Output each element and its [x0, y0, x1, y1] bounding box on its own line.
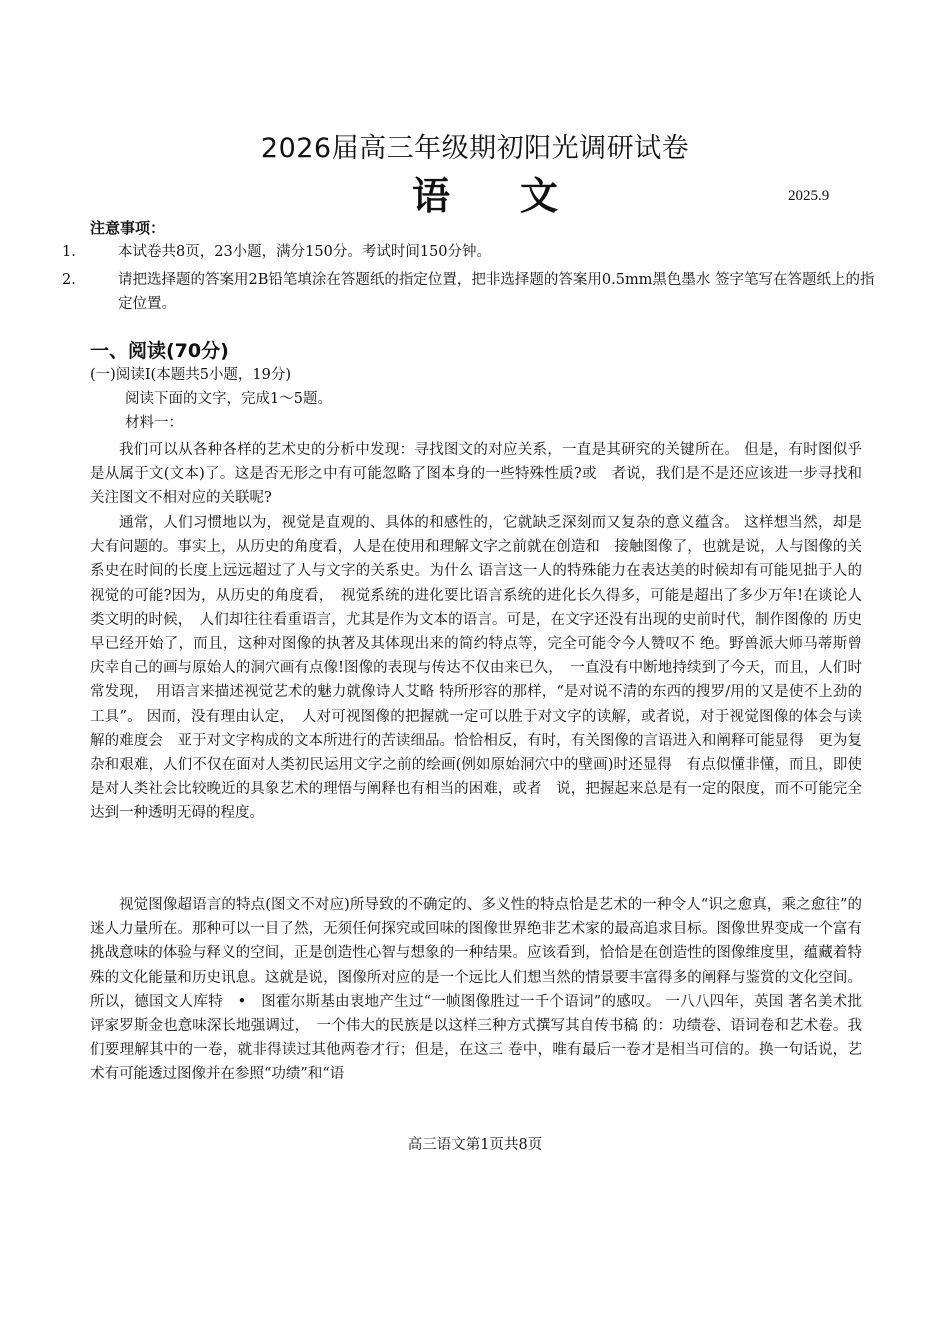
page-footer: 高三语文第1页共8页 [407, 1137, 543, 1153]
passage-paragraph-1 [90, 438, 862, 511]
material-label: 材料一： [125, 415, 183, 431]
subject-heading: 语文 [412, 173, 629, 218]
notice-item [62, 268, 888, 316]
exam-title: 2026届高三年级期初阳光调研试卷 [260, 133, 690, 164]
paragraph-text: 视觉图像超语言的特点(图文不对应)所导致的不确定的、多义性的特点恰是艺术的一种令人“识之愈真，乘之愈往”的迷人力量所在。那种可以一目了然，无须任何探究或回味的图像世界绝非艺术家的最高追求目标。图像世界变成一个富有挑战意味的体验与释义的空间，正是创造性心智与想象的一种结果。应该看到，恰恰是在创造性的图像维度里，蕴藏着特殊的文化能量和历史讯息。这就是说，图像所对应的是一个远比人们想当然的情景要丰富得多的阐释与鉴赏的文化空间。所以，德国文人库特 • 图霍尔斯基由衷地产生过“一帧图像胜过一千个语词”的感叹。 一八八四年，英国 著名美术批评家罗斯金也意味深长地强调过， 一个伟大的民族是以这样三种方式撰写其自传书稿 的：功绩卷、语词卷和艺术卷。我们要理解其中的一卷，就非得读过其他两卷才行；但是，在这三 卷中，唯有最后一卷才是相当可信的。换一句话说，艺术有可能透过图像并在参照“功绩”和“语 [90, 897, 862, 1083]
paragraph-text: 通常，人们习惯地以为，视觉是直观的、具体的和感性的，它就缺乏深刻而又复杂的意义蕴含。 这样想当然，却是大有问题的。事实上，从历史的角度看，人是在使用和理解文字之前就在创造和 接触图像了，也就是说，人与图像的关系史在时间的长度上远远超过了人与文字的关系史。为什么 语言这一人的特殊能力在表达美的时候却有可能见拙于人的视觉的可能?因为，从历史的角度看， 视觉系统的进化要比语言系统的进化长久得多，可能是超出了多少万年!在谈论人类文明的时候， 人们却往往看重语言，尤其是作为文本的语言。可是，在文字还没有出现的史前时代，制作图像的 历史早已经开始了，而且，这种对图像的执著及其体现出来的简约特点等，完全可能令今人赞叹不 绝。野兽派大师马蒂斯曾庆幸自己的画与原始人的洞穴画有点像!图像的表现与传达不仅由来已久， 一直没有中断地持续到了今天，而且，人们时常发现， 用语言来描述视觉艺术的魅力就像诗人艾略 特所形容的那样，“是对说不清的东西的搜罗/用的又是使不上劲的工具”。 因而，没有理由认定， 人对可视图像的把握就一定可以胜于对文字的读解，或者说，对于视觉图像的体会与读解的难度会 亚于对文字构成的文本所进行的苦读细品。恰恰相反，有时，有关图像的言语进入和阐释可能显得 更为复杂和艰难，人们不仅在面对人类初民运用文字之前的绘画(例如原始洞穴中的壁画)时还显得 有点似懂非懂，而且，即使是对人类社会比较晚近的具象艺术的理悟与阐释也有相当的困难，或者 说，把握起来总是有一定的限度，而不可能完全达到一种透明无碍的程度。 [90, 515, 862, 822]
passage-paragraph-2 [90, 511, 862, 826]
notice-heading: 注意事项： [90, 219, 166, 237]
exam-date: 2025.9 [788, 188, 830, 204]
section-heading: 一、阅读(70分) [90, 340, 229, 362]
notice-item-text: 请把选择题的答案用2B铅笔填涂在答题纸的指定位置，把非选择题的答案用0.5mm黑色墨水 签字笔写在答题纸上的指定位置。 [118, 272, 875, 312]
section-subheading: (一)阅读Ⅰ(本题共5小题，19分) [90, 367, 292, 383]
notice-item-text: 本试卷共8页，23小题，满分150分。考试时间150分钟。 [118, 244, 492, 260]
reading-instruction: 阅读下面的文字，完成1～5题。 [125, 391, 332, 407]
notice-item [62, 240, 888, 264]
notice-item-number: 1. [62, 244, 76, 260]
paragraph-text: 我们可以从各种各样的艺术史的分析中发现：寻找图文的对应关系，一直是其研究的关键所在。 但是，有时图似乎是从属于文(文本)了。这是否无形之中有可能忽略了图本身的一些特殊性质?或 者说，我们是不是还应该进一步寻找和关注图文不相对应的关联呢? [90, 442, 862, 507]
passage-paragraph-3 [90, 893, 862, 1087]
notice-item-number: 2. [62, 272, 76, 288]
